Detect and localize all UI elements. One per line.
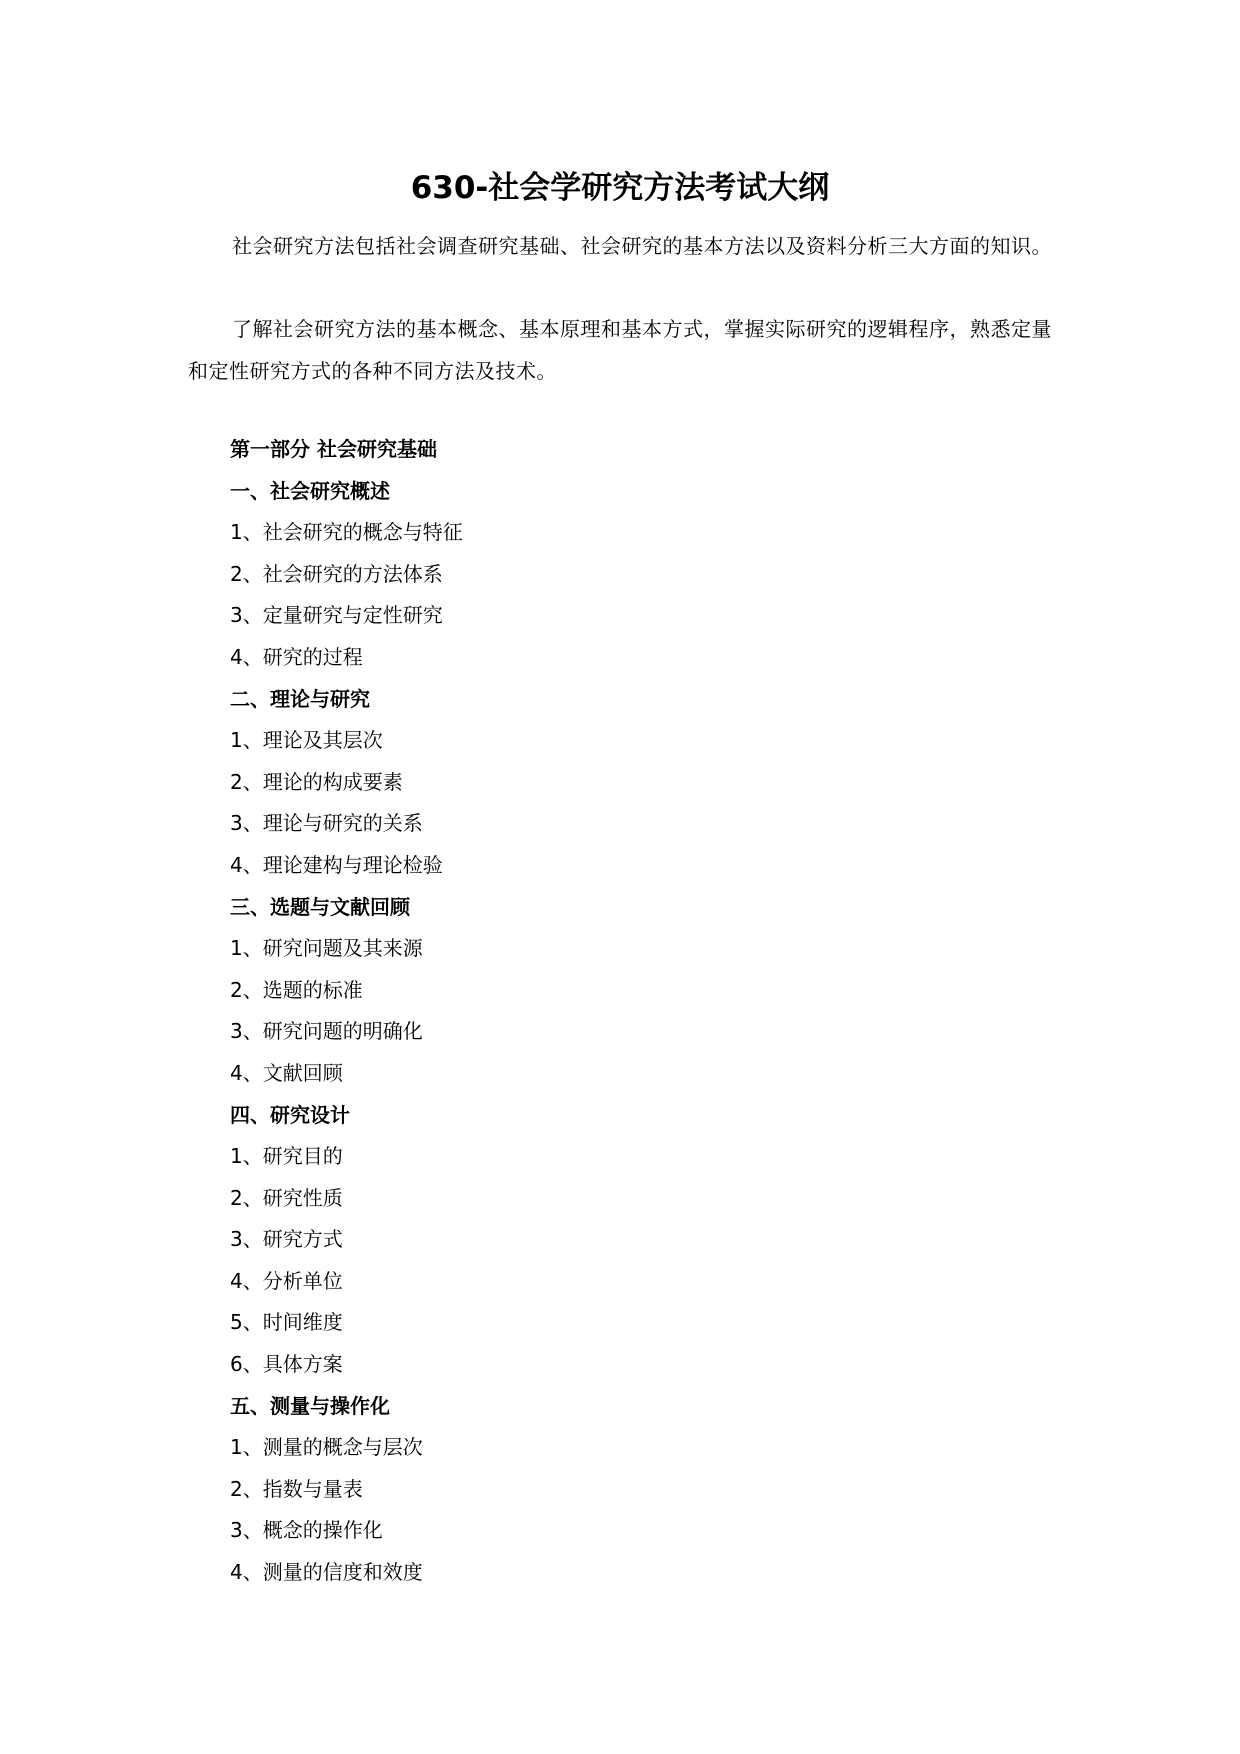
outline-item: 4、理论建构与理论检验 (230, 852, 443, 877)
outline-item: 1、测量的概念与层次 (230, 1435, 423, 1460)
outline-item: 1、理论及其层次 (230, 728, 383, 753)
outline-item: 5、时间维度 (230, 1310, 343, 1335)
part-heading: 第一部分 社会研究基础 (230, 437, 437, 461)
outline-item: 2、研究性质 (230, 1185, 343, 1210)
outline-item: 1、研究目的 (230, 1144, 343, 1169)
outline-item: 1、研究问题及其来源 (230, 936, 423, 961)
outline-item: 3、概念的操作化 (230, 1518, 383, 1543)
outline-item: 1、社会研究的概念与特征 (230, 520, 463, 545)
outline-item: 3、研究问题的明确化 (230, 1019, 423, 1044)
section-heading: 三、选题与文献回顾 (230, 894, 410, 919)
section-heading: 四、研究设计 (230, 1102, 350, 1127)
outline-item: 4、研究的过程 (230, 644, 363, 669)
outline-item: 4、测量的信度和效度 (230, 1560, 423, 1585)
section-heading: 五、测量与操作化 (230, 1393, 390, 1418)
outline-item: 3、定量研究与定性研究 (230, 603, 443, 628)
outline-item: 2、选题的标准 (230, 977, 363, 1002)
section-heading: 二、理论与研究 (230, 686, 370, 711)
intro-paragraph-1: 社会研究方法包括社会调查研究基础、社会研究的基本方法以及资料分析三大方面的知识。 (232, 234, 1052, 258)
outline-item: 2、社会研究的方法体系 (230, 561, 443, 586)
outline-item: 6、具体方案 (230, 1352, 343, 1377)
outline-item: 3、研究方式 (230, 1227, 343, 1252)
outline-item: 3、理论与研究的关系 (230, 811, 423, 836)
intro-paragraph-2: 了解社会研究方法的基本概念、基本原理和基本方式，掌握实际研究的逻辑程序，熟悉定量和定性研究方式的各种不同方法及技术。 (188, 317, 1052, 383)
section-heading: 一、社会研究概述 (230, 478, 390, 503)
outline-item: 4、文献回顾 (230, 1060, 343, 1085)
outline-item: 2、指数与量表 (230, 1476, 363, 1501)
syllabus-outline (230, 429, 463, 1594)
outline-item: 2、理论的构成要素 (230, 769, 403, 794)
outline-item: 4、分析单位 (230, 1268, 343, 1293)
document-title: 630-社会学研究方法考试大纲 (410, 170, 830, 206)
